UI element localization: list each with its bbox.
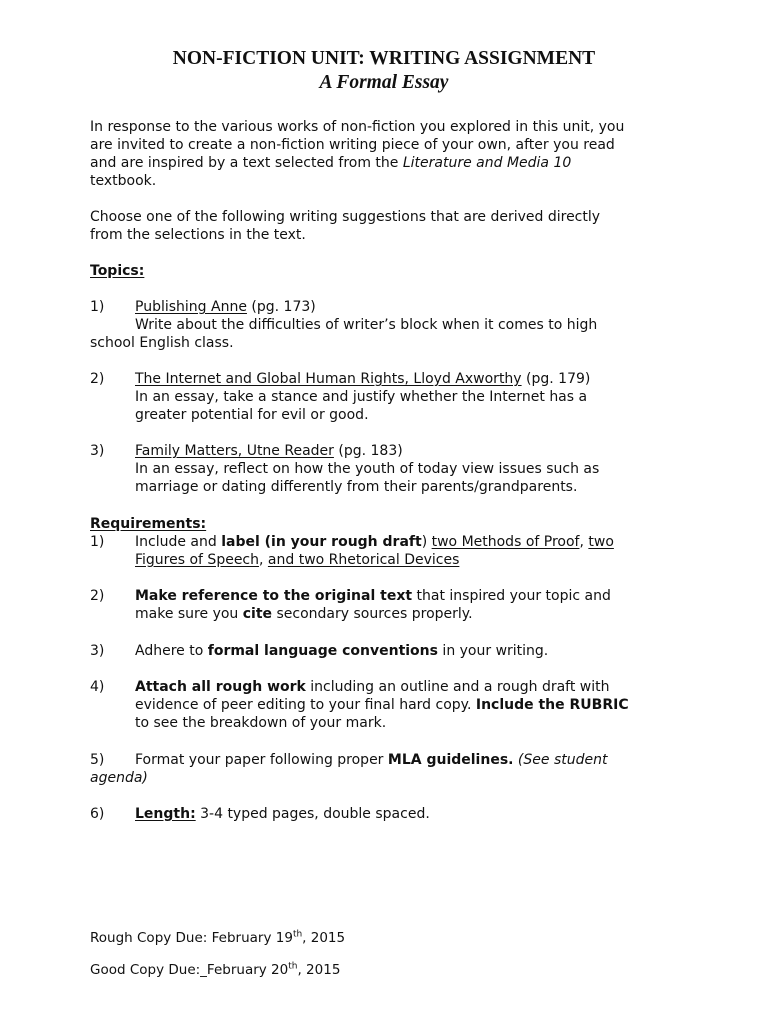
choose-line-2: from the selections in the text. [90, 227, 306, 243]
topics-heading: Topics: [90, 263, 145, 279]
topic-description: marriage or dating differently from their parents/grandparents. [135, 479, 578, 495]
good-copy-due [90, 961, 340, 979]
intro-line-4: textbook. [90, 173, 157, 189]
intro-line-1: In response to the various works of non-fiction you explored in this unit, you [90, 119, 625, 135]
text: in your writing. [437, 643, 549, 659]
due-label: Rough Copy Due: February 19 [90, 930, 293, 946]
emphasis: label (in your rough draft [221, 534, 422, 550]
ordinal-suffix: th [292, 929, 303, 940]
topic-title: Family Matters, Utne Reader [135, 443, 334, 459]
due-label: Good Copy Due:_February 20 [90, 962, 289, 978]
topic-page: (pg. 179) [521, 371, 591, 387]
requirement-number: 3) [90, 643, 105, 659]
intro-text: and are inspired by a text selected from the [90, 155, 403, 171]
topic-title-line [135, 370, 590, 388]
topic-description: Write about the difficulties of writer’s block when it comes to high [135, 317, 598, 333]
text: 3-4 typed pages, double spaced. [195, 806, 430, 822]
requirement-number: 1) [90, 534, 105, 550]
requirement-text [135, 751, 607, 769]
topic-title-line [135, 442, 403, 460]
due-year: , 2015 [297, 962, 341, 978]
text: ) [421, 534, 432, 550]
topic-page: (pg. 173) [246, 299, 316, 315]
underlined-term: Figures of Speech [135, 552, 260, 568]
italic-note: (See student [513, 752, 608, 768]
topic-title: The Internet and Global Human Rights, Lloyd Axworthy [135, 371, 522, 387]
requirement-text [135, 605, 473, 623]
text: , [259, 552, 268, 568]
topic-description: In an essay, take a stance and justify whether the Internet has a [135, 389, 588, 405]
topic-title: Publishing Anne [135, 299, 247, 315]
topic-title-line [135, 298, 316, 316]
text: Include and [135, 534, 222, 550]
text: make sure you [135, 606, 243, 622]
topic-page: (pg. 183) [333, 443, 403, 459]
intro-line-2: are invited to create a non-fiction writing piece of your own, after you read [90, 137, 615, 153]
topic-number: 3) [90, 443, 105, 459]
underlined-term: two [588, 534, 614, 550]
underlined-term: two Methods of Proof [431, 534, 580, 550]
emphasis: Attach all rough work [135, 679, 306, 695]
ordinal-suffix: th [288, 961, 298, 972]
requirement-number: 2) [90, 588, 105, 604]
requirements-heading: Requirements: [90, 516, 207, 532]
requirement-text [135, 551, 459, 569]
text: Format your paper following proper [135, 752, 388, 768]
requirement-text [135, 587, 611, 605]
requirement-text [135, 642, 548, 660]
choose-line-1: Choose one of the following writing suggestions that are derived directly [90, 209, 601, 225]
emphasis: Length: [135, 806, 196, 822]
requirement-number: 4) [90, 679, 105, 695]
rough-copy-due [90, 929, 345, 947]
requirement-text [135, 696, 629, 714]
requirement-text [135, 805, 430, 823]
requirement-text: to see the breakdown of your mark. [135, 715, 387, 731]
requirement-text [135, 678, 610, 696]
intro-line-3 [90, 154, 571, 172]
text: that inspired your topic and [412, 588, 611, 604]
page-subtitle: A Formal Essay [319, 72, 449, 93]
text: including an outline and a rough draft with [305, 679, 610, 695]
topic-description: greater potential for evil or good. [135, 407, 369, 423]
textbook-title: Literature and Media 10 [402, 155, 572, 171]
text: Adhere to [135, 643, 208, 659]
topic-description: school English class. [90, 335, 234, 351]
emphasis: Include the RUBRIC [475, 697, 629, 713]
requirement-number: 5) [90, 752, 105, 768]
requirement-number: 6) [90, 806, 105, 822]
underlined-term: and two Rhetorical Devices [267, 552, 460, 568]
text: , [579, 534, 589, 550]
text: secondary sources properly. [272, 606, 473, 622]
emphasis: Make reference to the original text [135, 588, 413, 604]
requirement-text: agenda) [90, 770, 148, 786]
text: evidence of peer editing to your final hard copy. [135, 697, 476, 713]
page-title: NON-FICTION UNIT: WRITING ASSIGNMENT [172, 48, 596, 69]
emphasis: formal language conventions [207, 643, 438, 659]
topic-description: In an essay, reflect on how the youth of today view issues such as [135, 461, 600, 477]
emphasis: MLA guidelines. [387, 752, 514, 768]
requirement-text [135, 533, 614, 551]
emphasis: cite [242, 606, 273, 622]
due-year: , 2015 [302, 930, 346, 946]
topic-number: 1) [90, 299, 105, 315]
topic-number: 2) [90, 371, 105, 387]
